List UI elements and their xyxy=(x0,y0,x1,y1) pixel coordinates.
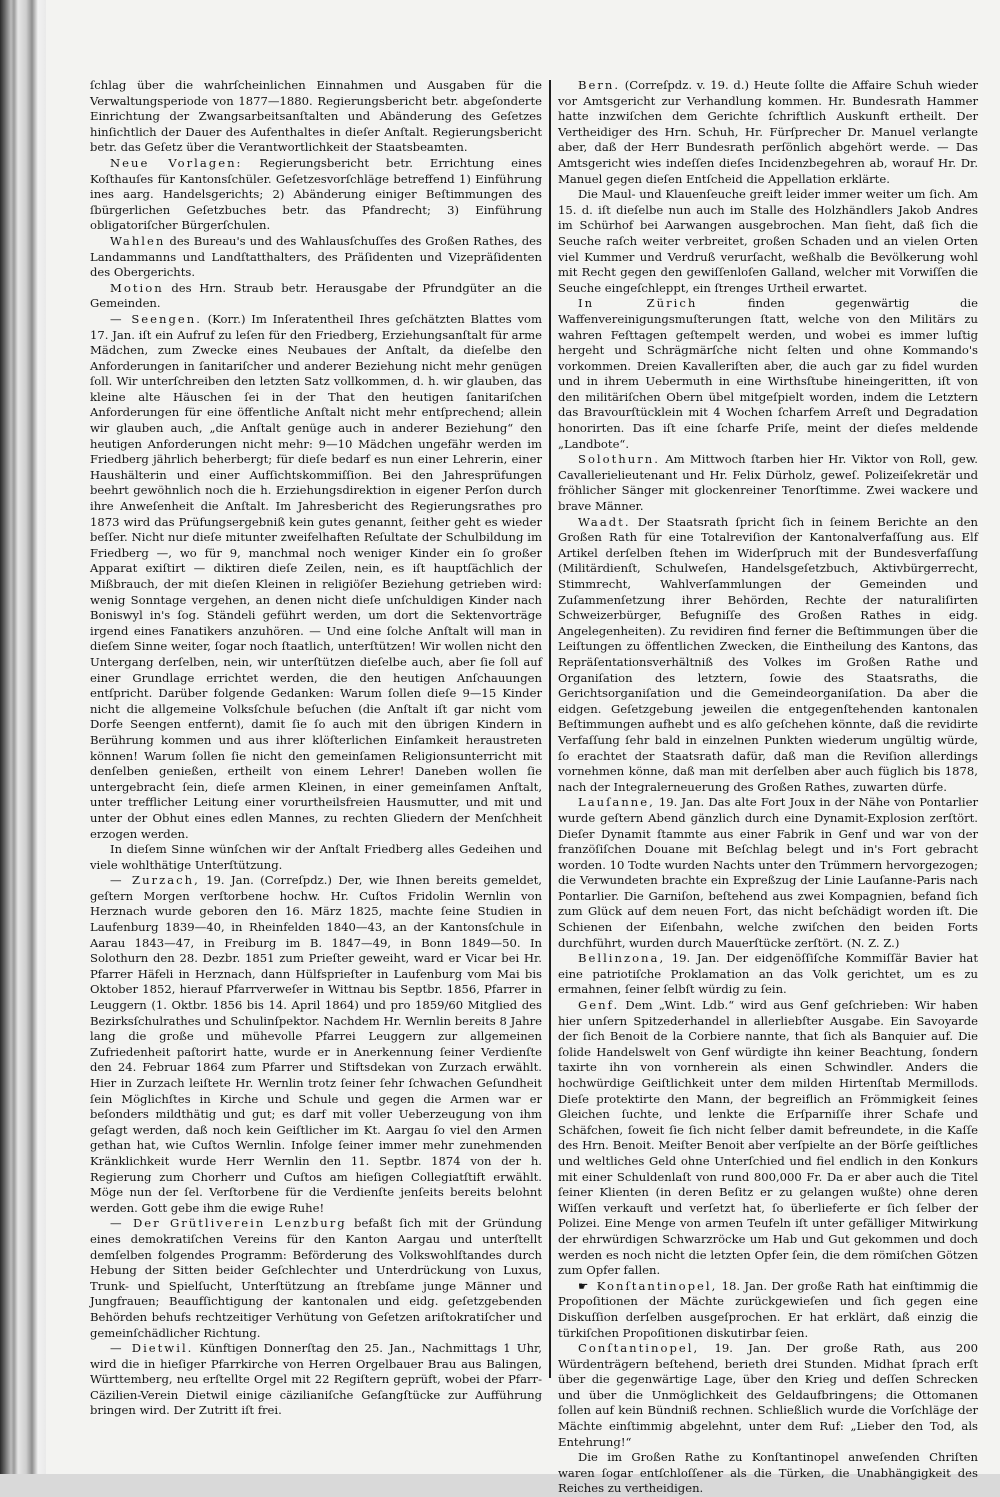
article-lausanne: Lauſanne, 19. Jan. Das alte Fort Joux in der Nähe von Pontarlier wurde geſtern Abend gänzlich durch eine Dynamit-Explosion zerſtört. Dieſer Dynamit ſtammte aus einer Fabrik in Genf und war von der franzöſiſchen Douane mit Beſchlag belegt und in's Fort gebracht worden. 10 Todte wurden Nachts unter den Trümmern hervorgezogen; die Verwundeten brachte ein Expreßzug der Linie Lauſanne-Paris nach Pontarlier. Die Garniſon, beſtehend aus zwei Kompagnien, befand ſich zum Glück auf dem neuen Fort, das nicht beſchädigt worden iſt. Die Schienen der Eiſenbahn, welche zwiſchen den beiden Forts durchführt, wurden durch Mauerſtücke zerſtört. (N. Z. Z.) xyxy=(558,795,978,950)
article-zuerich: In Zürich finden gegenwärtig die Waffenvereinigungsmuſterungen ſtatt, welche von den Militärs zu wahren Feſttagen geſtempelt werden, und wobei es immer luſtig hergeht und Schrägmärſche nicht ſelten und ohne Kommando's vorkommen. Dreien Kavalleriſten aber, die auch gar zu fidel wurden und in ihrem Uebermuth in eine Wirthsſtube hineingeritten, iſt von den militäriſchen Obern übel mitgeſpielt worden, indem die Letztern das Bravourſtücklein mit 4 Wochen ſcharfem Arreſt und Degradation honorirten. Das iſt eine ſcharfe Priſe, meint der dieſes meldende „Landbote“. xyxy=(558,296,978,451)
right-column xyxy=(558,78,978,1496)
article-konstantinopel-19: Conſtantinopel, 19. Jan. Der große Rath, aus 200 Würdenträgern beſtehend, berieth drei Stunden. Midhat ſprach erſt über die gegenwärtige Lage, über den Krieg und deſſen Schrecken und über die Unmöglichkeit des Geldaufbringens; die Ottomanen ſollen auf kein Bündniß rechnen. Schließlich wurde die Vorſchläge der Mächte einſtimmig abgelehnt, unter dem Ruf: „Lieber den Tod, als Entehrung!“ xyxy=(558,1341,978,1449)
column-divider xyxy=(549,80,551,1378)
article-bern: Bern. (Correſpdz. v. 19. d.) Heute ſollte die Affaire Schuh wieder vor Amtsgericht zur Verhandlung kommen. Hr. Bundesrath Hammer hatte inzwiſchen dem Gerichte ſchriftlich Auskunft ertheilt. Der Vertheidiger des Hrn. Schuh, Hr. Fürſprecher Dr. Manuel verlangte aber, daß der Herr Bundesrath perſönlich abgehört werde. — Das Amtsgericht wies indeſſen dieſes Incidenzbegehren ab, worauf Hr. Dr. Manuel gegen dieſen Entſcheid die Appellation erklärte. xyxy=(558,78,978,186)
article-konstantinopel-christen: Die im Großen Rathe zu Konſtantinopel anweſenden Chriſten waren ſogar entſchloſſener als die Türken, die Unabhängigkeit des Reiches zu vertheidigen. xyxy=(558,1450,978,1496)
article-seengen: — Seengen. (Korr.) Im Inſeratentheil Ihres geſchätzten Blattes vom 17. Jan. iſt ein Aufruf zu leſen für den Friedberg, Erziehungsanſtalt für arme Mädchen, zum Zwecke eines Neubaues der Anſtalt, da dieſelbe den Anforderungen in ſanitariſcher und anderer Beziehung nicht mehr genügen ſoll. Wir unterſchreiben den letzten Satz vollkommen, d. h. wir glauben, das kleine alte Häuschen ſei in der That den heutigen ſanitariſchen Anforderungen für eine öffentliche Anſtalt nicht mehr entſprechend; allein wir glauben auch, „die Anſtalt genüge auch in anderer Beziehung“ den heutigen Anforderungen nicht mehr: 9—10 Mädchen ungefähr werden im Friedberg jährlich beherbergt; für dieſe bedarf es nun einer Lehrerin, einer Haushälterin und einer Aufſichtskommiſſion. Bei den Jahresprüfungen beehrt gewöhnlich noch die h. Erziehungsdirektion in eigener Perſon durch ihre Anweſenheit die Anſtalt. Im Jahresbericht des Regierungsrathes pro 1873 wird das Prüfungsergebniß kein gutes genannt, ſeither geht es wieder beſſer. Nicht nur dieſe mitunter zweifelhaften Reſultate der Schulbildung im Friedberg —, wo für 9, manchmal noch weniger Kinder ein ſo großer Apparat exiſtirt — diktiren dieſe Zeilen, nein, es iſt hauptſächlich der Mißbrauch, der mit dieſen Kleinen in religiöſer Beziehung getrieben wird: wenig Sonntage vergehen, an denen nicht dieſe unſchuldigen Kinder nach Boniswyl in's ſog. Ständeli geführt werden, um dort die Sektenvorträge irgend eines Fanatikers anzuhören. — Und eine ſolche Anſtalt will man in dieſem Sinne weiter, ſogar noch ſtaatlich, unterſtützen! Wir wollen nicht den Untergang derſelben, nein, wir unterſtützen dieſelbe auch, aber ſie ſoll auf einer Grundlage errichtet werden, die den heutigen Anſchauungen entſpricht. Darüber folgende Gedanken: Warum ſollen dieſe 9—15 Kinder nicht die allgemeine Volksſchule beſuchen (die Anſtalt iſt gar nicht vom Dorfe Seengen entfernt), damit ſie ſo auch mit den übrigen Kindern in Berührung kommen und aus ihrer klöſterlichen Einſamkeit heraustreten können! Warum ſollen ſie nicht den gemeinſamen Religionsunterricht mit denſelben genießen, ertheilt von einem Lehrer! Daneben wollen ſie untergebracht ſein, dieſe armen Kleinen, in einer gemeinſamen Anſtalt, unter trefflicher Leitung einer vorurtheilsfreien Hausmutter, und mit und unter der Obhut eines edlen Mannes, zu rechten Gliedern der Menſchheit erzogen werden. xyxy=(90,311,542,841)
article-lenzburg: — Der Grütliverein Lenzburg befaßt ſich mit der Gründung eines demokratiſchen Vereins für den Kanton Aargau und unterſtellt demſelben folgendes Programm: Beförderung des Volkswohlſtandes durch Hebung der Sitten beider Geſchlechter und Unterdrückung von Luxus, Trunk- und Spielſucht, Unterſtützung an ſtrebſame junge Männer und Jungfrauen; Beaufſichtigung der kantonalen und eidg. geſetzgebenden Behörden behufs rechtzeitiger Verhütung von Geſetzen ariſtokratiſcher und gemeinſchädlicher Richtung. xyxy=(90,1216,543,1340)
article-maul-klauenseuche: Die Maul- und Klauenſeuche greift leider immer weiter um ſich. Am 15. d. iſt dieſelbe nun auch im Stalle des Holzhändlers Jakob Andres im Schürhof bei Aarwangen ausgebrochen. Man ſieht, daß ſich die Seuche raſch weiter verbreitet, großen Schaden und an vielen Orten viel Kummer und Verdruß verurſacht, weßhalb die Bevölkerung wohl mit Recht gegen den gewiſſenloſen Galland, welcher mit Vorwiſſen die Seuche eingeſchleppt, ein ſtrenges Urtheil erwartet. xyxy=(558,187,978,295)
article-neue-vorlagen: Neue Vorlagen: Regierungsbericht betr. Errichtung eines Koſthauſes für Kantonsſchüler. Geſetzesvorſchläge betreffend 1) Einführung ines aarg. Handelsgerichts; 2) Abänderung einiger Beſtimmungen des ſbürgerlichen Geſetzbuches betr. das Pfandrecht; 3) Einführung obligatoriſcher Bürgerſchulen. xyxy=(90,155,543,233)
article-continuation: ſchlag über die wahrſcheinlichen Einnahmen und Ausgaben für die Verwaltungsperiode von 1877—1880. Regierungsbericht betr. abgeſonderte Einrichtung der Zwangsarbeitsanſtalten und Abänderung des Geſetzes hinſichtlich der Dauer des Aufenthaltes in dieſer Anſtalt. Regierungsbericht betr. das Geſetz über die Verantwortlichkeit der Staatsbeamten. xyxy=(90,78,542,155)
article-konstantinopel-18: ☛ Konſtantinopel, 18. Jan. Der große Rath hat einſtimmig die Propoſitionen der Mächte zurückgewieſen und ſich gegen eine Diskuſſion derſelben ausgeſprochen. Er hat erklärt, daß einzig die türkiſchen Propoſitionen diskutirbar ſeien. xyxy=(558,1278,978,1340)
newspaper-page xyxy=(46,0,1000,1496)
article-motion: Motion des Hrn. Straub betr. Herausgabe der Pfrundgüter an die Gemeinden. xyxy=(90,280,542,311)
article-wahlen: Wahlen des Bureau's und des Wahlausſchuſſes des Großen Rathes, des Landammanns und Landſtatthalters, des Präſidenten und Vizepräſidenten des Obergerichts. xyxy=(90,233,542,280)
article-solothurn: Solothurn. Am Mittwoch ſtarben hier Hr. Viktor von Roll, gew. Cavallerielieutenant und Hr. Felix Dürholz, geweſ. Polizeiſekretär und fröhlicher Sänger mit glockenreiner Tenorſtimme. Zwei wackere und brave Männer. xyxy=(558,452,978,514)
left-column xyxy=(90,78,543,1418)
article-bellinzona: Bellinzona, 19. Jan. Der eidgenöſſiſche Kommiſſär Bavier hat eine patriotiſche Proklamation an das Volk gerichtet, um es zu ermahnen, ſeiner ſelbſt würdig zu ſein. xyxy=(558,951,978,997)
article-dietwil: — Dietwil. Künftigen Donnerſtag den 25. Jan., Nachmittags 1 Uhr, wird die in hieſiger Pfarrkirche von Herren Orgelbauer Brau aus Balingen, Württemberg, neu erſtellte Orgel mit 22 Regiſtern geprüft, wobei der Pfarr-Cäzilien-Verein Dietwil einige cäzilianiſche Geſangſtücke zur Aufführung bringen wird. Der Zutritt iſt frei. xyxy=(90,1341,542,1418)
binding-gutter xyxy=(0,0,46,1474)
article-zurzach: — Zurzach, 19. Jan. (Correſpdz.) Der, wie Ihnen bereits gemeldet, geſtern Morgen verſtorbene hochw. Hr. Cuſtos Fridolin Wernlin von Herznach wurde geboren den 16. März 1825, machte ſeine Studien in Laufenburg 1839—40, in Rheinfelden 1840—43, an der Kantonsſchule in Aarau 1843—47, in Freiburg im B. 1847—49, in Bonn 1849—50. In Solothurn den 28. Dezbr. 1851 zum Prieſter geweiht, ward er Vicar bei Hr. Pfarrer Häfeli in Herznach, dann Hülfsprieſter in Laufenburg vom Mai bis Oktober 1852, hierauf Pfarrverweſer in Wittnau bis Septbr. 1856, Pfarrer in Leuggern (1. Oktbr. 1856 bis 14. April 1864) und pro 1859/60 Mitglied des Bezirksſchulrathes und Schulinſpektor. Nachdem Hr. Wernlin bereits 8 Jahre lang die große und mühevolle Pfarrei Leuggern zur allgemeinen Zufriedenheit paſtorirt hatte, wurde er in Anerkennung ſeiner Verdienſte den 24. Februar 1864 zum Pfarrer und Stiftsdekan von Zurzach erwählt. Hier in Zurzach leiſtete Hr. Wernlin trotz ſeiner ſehr ſchwachen Geſundheit ſein Möglichſtes in Kirche und Schule und gegen die Armen war er beſonders mildthätig und gut; es darf mit voller Ueberzeugung von ihm geſagt werden, daß noch kein Geiſtlicher im Kt. Aargau ſo viel den Armen gethan hat, wie Cuſtos Wernlin. Infolge ſeiner immer mehr zunehmenden Kränklichkeit wurde Herr Wernlin den 11. Septbr. 1874 von der h. Regierung zum Chorherr und Cuſtos am hieſigen Collegiatſtift erwählt. Möge nun der ſel. Verſtorbene für die Verdienſte jenſeits bereits belohnt werden. Gott gebe ihm die ewige Ruhe! xyxy=(90,873,542,1215)
article-genf: Genf. Dem „Wint. Ldb.“ wird aus Genf geſchrieben: Wir haben hier unſern Spitzederhandel in allerliebſter Ausgabe. Ein Savoyarde der ſich Benoit de la Corbiere nannte, that ſich als Banquier auf. Die ſolide Handelswelt von Genf würdigte ihn keiner Beachtung, ſondern taxirte ihn von vornherein als einen Schwindler. Anders die hochwürdige Geiſtlichkeit unter dem milden Hirtenſtab Mermillods. Dieſe protektirte den Mann, der begreiflich an Frömmigkeit ſeines Gleichen ſuchte, und lenkte die Erſparniſſe ihrer Schafe und Schäfchen, ſoweit ſie ſich nicht ſelber damit befreundete, in die Kaſſe des Hrn. Benoit. Meiſter Benoit aber verſpielte an der Börſe geiſtliches und weltliches Geld ohne Unterſchied und fiel endlich in den Konkurs mit einer Schuldenlaſt von rund 800,000 Fr. Da er aber auch die Titel ſeiner Klienten (in deren Beſitz er zu gelangen wußte) ohne deren Wiſſen verkauft und verſetzt hat, ſo überlieferte er ſich ſelber der Polizei. Eine Menge von armen Teufeln iſt unter gefälliger Mitwirkung der ehrwürdigen Schwarzröcke um Hab und Gut gekommen und doch werden es noch nicht die letzten Opfer ſein, die dem römiſchen Götzen zum Opfer fallen. xyxy=(558,998,978,1278)
article-seengen-closing: In dieſem Sinne wünſchen wir der Anſtalt Friedberg alles Gedeihen und viele wohlthätige Unterſtützung. xyxy=(90,842,542,872)
article-waadt: Waadt. Der Staatsrath ſpricht ſich in ſeinem Berichte an den Großen Rath für eine Totalreviſion der Kantonalverfaſſung aus. Elf Artikel derſelben ſtehen im Widerſpruch mit der Bundesverfaſſung (Militärdienſt, Schulweſen, Handelsgeſetzbuch, Aktivbürgerrecht, Stimmrecht, Wahlverſammlungen der Gemeinden und Zuſammenſetzung ihrer Behörden, Rechte der naturaliſirten Schweizerbürger, Befugniſſe des Großen Rathes in eidg. Angelegenheiten). Zu revidiren find ferner die Beſtimmungen über die Leiſtungen zu öffentlichen Zwecken, die Eintheilung des Kantons, das Repräſentationsverhältniß des Volkes im Großen Rathe und Organiſation des letztern, ſowie des Staatsraths, die Gerichtsorganiſation und die Gemeindeorganiſation. Da aber die eidgen. Geſetzgebung jeweilen die entgegenſtehenden kantonalen Beſtimmungen aufhebt und es alſo geſchehen könnte, daß die revidirte Verfaſſung ſehr bald in einzelnen Punkten wiederum ungültig würde, ſo erachtet der Staatsrath dafür, daß man die Reviſion allerdings vornehmen könne, daß man mit derſelben aber auch füglich bis 1878, nach der Integralerneuerung des Großen Rathes, zuwarten dürfe. xyxy=(558,514,978,794)
